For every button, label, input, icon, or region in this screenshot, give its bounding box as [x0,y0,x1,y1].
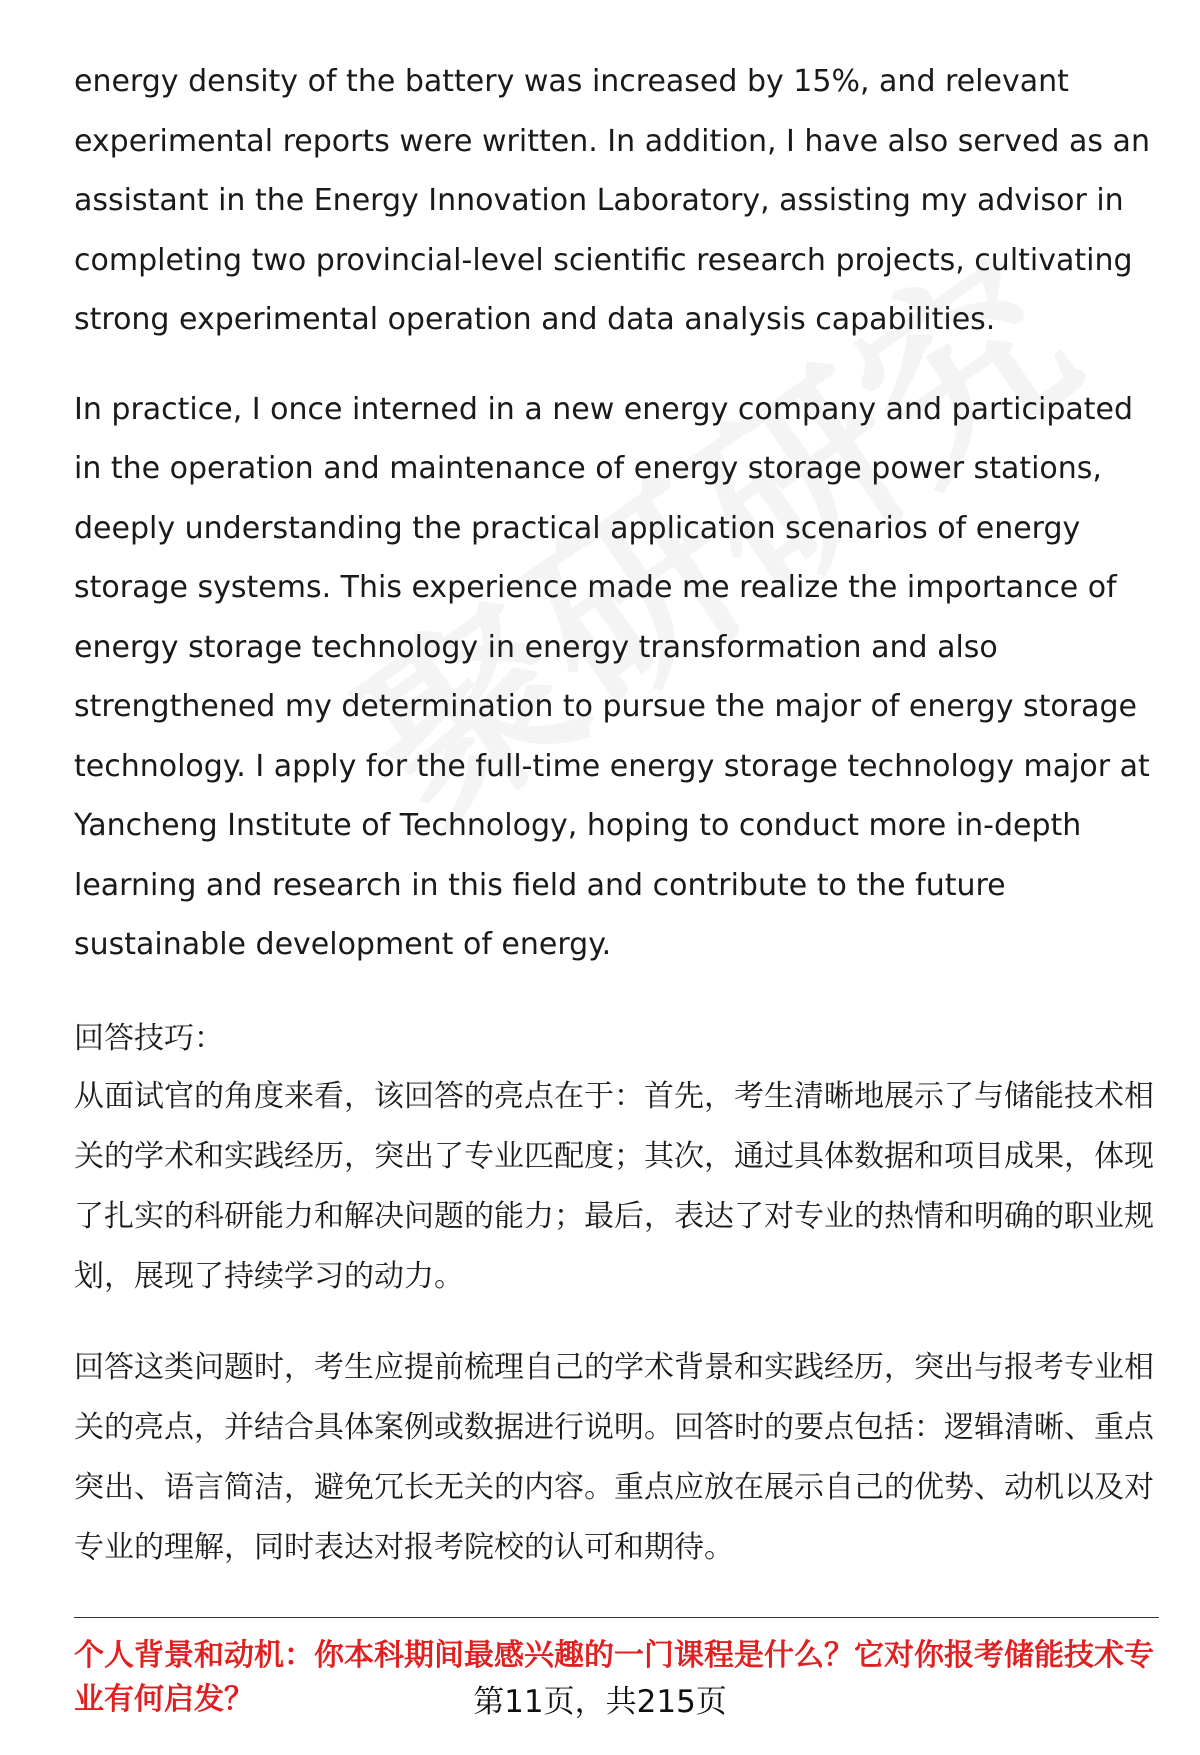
page-number-footer: 第11页，共215页 [473,1684,727,1720]
tips-paragraph-1: 从面试官的角度来看，该回答的亮点在于：首先，考生清晰地展示了与储能技术相关的学术和实践经历，突出了专业匹配度；其次，通过具体数据和项目成果，体现了扎实的科研能力和解决问题的能力；最后，表达了对专业的热情和明确的职业规划，展现了持续学习的动力。 [74,1078,1154,1294]
tips-label: 回答技巧： [74,1020,224,1056]
answer-paragraph-2: In practice, I once interned in a new energy company and participated in the operation and maintenance of energy storage power stations, deeply understanding the practical application scenarios of energy storage systems. This experience made me realize the importance of energy storage technology in energy transformation and also strengthened my determination to pursue the major of energy storage technology. I apply for the full-time energy storage technology major at Yancheng Institute of Technology, hoping to conduct more in-depth learning and research in this field and contribute to the future sustainable development of energy. [74,391,1150,962]
document-page [74,52,1159,1722]
section-divider [74,1617,1159,1618]
tips-paragraph-2: 回答这类问题时，考生应提前梳理自己的学术背景和实践经历，突出与报考专业相关的亮点，并结合具体案例或数据进行说明。回答时的要点包括：逻辑清晰、重点突出、语言简洁，避免冗长无关的内容。重点应放在展示自己的优势、动机以及对专业的理解，同时表达对报考院校的认可和期待。 [74,1349,1154,1565]
next-question-heading: 个人背景和动机：你本科期间最感兴趣的一门课程是什么？它对你报考储能技术专业有何启发？ [74,1637,1154,1717]
answer-paragraph-1: energy density of the battery was increased by 15%, and relevant experimental reports were written. In addition, I have also served as an assistant in the Energy Innovation Laboratory, assisting my advisor in completing two provincial-level scientific research projects, cultivating strong experimental operation and data analysis capabilities. [74,64,1150,337]
